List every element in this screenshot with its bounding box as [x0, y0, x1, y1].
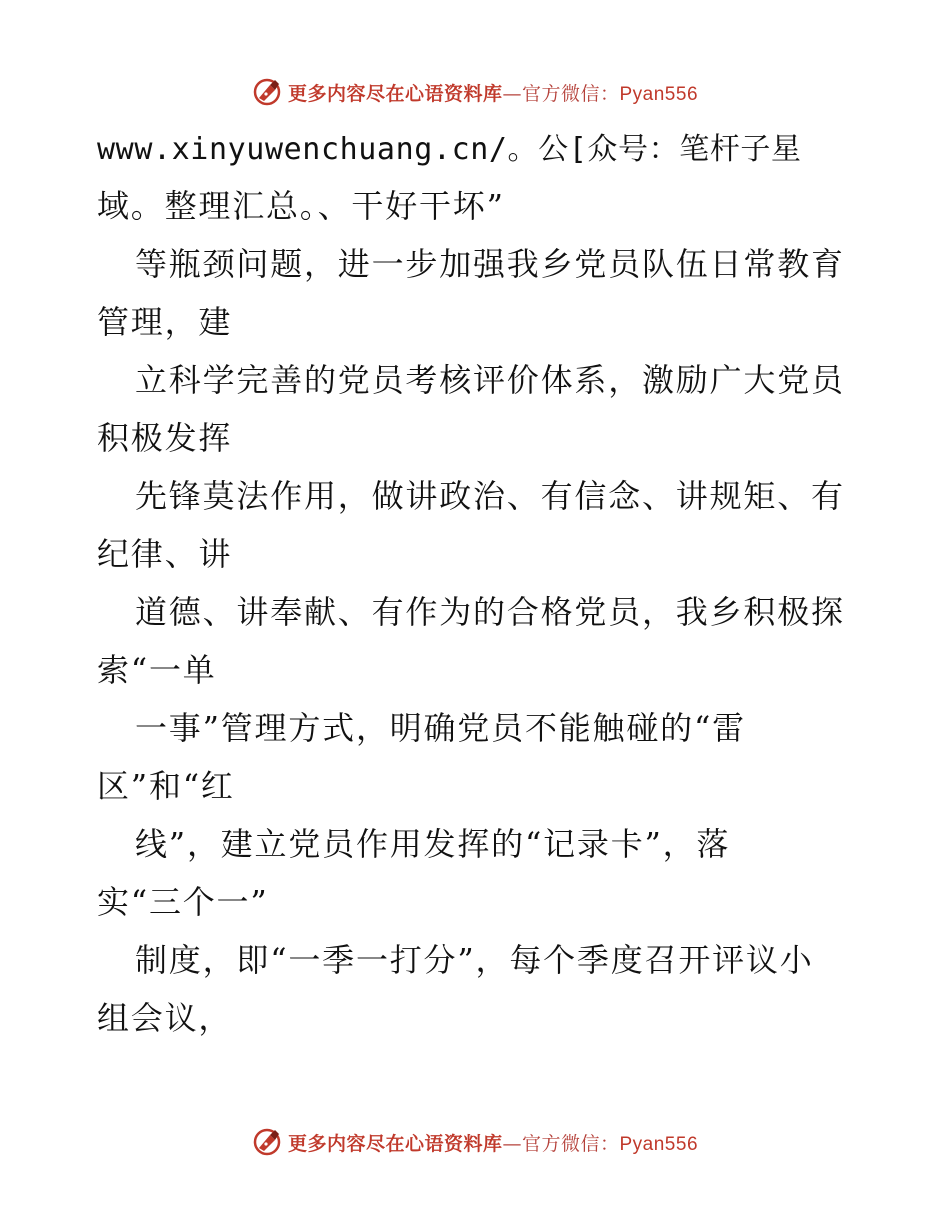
text-line: 线”，建立党员作用发挥的“记录卡”，落	[135, 825, 731, 863]
text-line: 组会议，	[97, 999, 233, 1037]
watermark-sub-text: 官方微信：	[521, 82, 620, 105]
watermark-separator: —	[502, 1132, 522, 1155]
watermark-separator: —	[502, 82, 522, 105]
watermark-main-text: 更多内容尽在心语资料库	[287, 1132, 503, 1155]
text-line: 先锋莫法作用，做讲政治、有信念、讲规矩、有	[135, 477, 845, 515]
watermark-main-text: 更多内容尽在心语资料库	[287, 82, 503, 105]
watermark-wechat-id: Pyan556	[619, 1133, 699, 1155]
text-line: 积极发挥	[97, 419, 233, 457]
text-line: 纪律、讲	[97, 535, 233, 573]
footer-watermark-banner	[0, 1122, 950, 1162]
watermark-sub-text: 官方微信：	[521, 1132, 620, 1155]
text-line: 立科学完善的党员考核评价体系，激励广大党员	[135, 361, 845, 399]
text-line: 区”和“红	[97, 767, 235, 805]
pen-nib-logo-icon	[252, 1127, 282, 1157]
text-line: 等瓶颈问题，进一步加强我乡党员队伍日常教育	[135, 245, 845, 283]
text-line: 一事”管理方式，明确党员不能触碰的“雷	[135, 709, 746, 747]
text-line: 域。整理汇总。、干好干坏”	[97, 187, 505, 225]
watermark-text	[288, 1129, 698, 1156]
header-watermark-banner	[0, 72, 950, 112]
text-line: 索“一单	[97, 651, 217, 689]
pen-nib-logo-icon	[252, 77, 282, 107]
text-line: 实“三个一”	[97, 883, 269, 921]
text-line: 道德、讲奉献、有作为的合格党员，我乡积极探	[135, 593, 845, 631]
text-line: 管理，建	[97, 303, 233, 341]
text-line-url: www.xinyuwenchuang.cn/。公[众号：笔杆子星	[97, 132, 802, 167]
watermark-wechat-id: Pyan556	[619, 83, 699, 105]
watermark-text	[288, 79, 698, 106]
text-line: 制度，即“一季一打分”，每个季度召开评议小	[135, 941, 814, 979]
text-line	[97, 128, 802, 168]
